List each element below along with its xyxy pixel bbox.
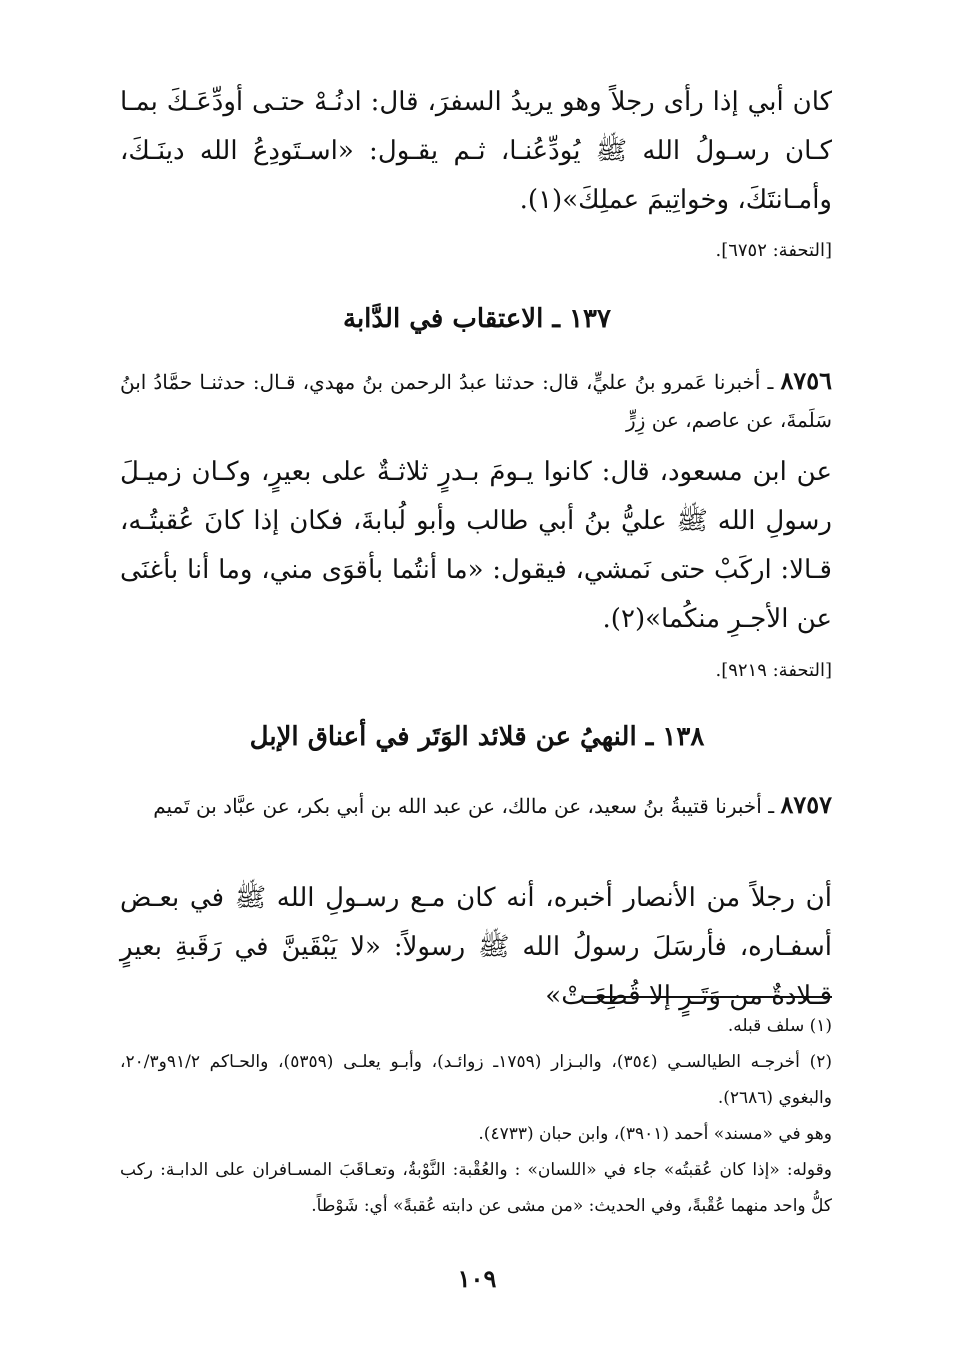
isnad-text: ـ أخبرنا عَمرو بنُ عليٍّ، قال: حدثنا عبدُ الرحمن بنُ مهدي، قـال: حدثنـا حمَّادُ ابنُ سَلَمةَ، عن عاصم، عن زِرٍّ [120,370,832,432]
footnote-2-continuation: وهو في «مسند» أحمد (٣٩٠١)، وابن حبان (٤٧٣٣). [478,1124,832,1144]
isnad-text: ـ أخبرنا قتيبةُ بنُ سعيد، عن مالك، عن عبد الله بن أبي بكر، عن عبَّاد بن تَميم [153,794,781,818]
footnote-2: (٢) أخرجـه الطيالسـي (٣٥٤)، والبـزار (١٧٥٩ـ زوائـد)، وأبـو يعلـى (٥٣٥٩)، والحـاكم ٩١/٢و٢٠/٣، والبغوي (٢٦٨٦). [120,1052,832,1108]
hadith-number: ٨٧٥٦ [780,366,832,395]
chapter-heading-138: ١٣٨ ـ النهيُ عن قلائد الوَتَر في أعناق الإبل [249,722,705,752]
hadith-8757-isnad [120,786,832,825]
hadith-8756-isnad [120,362,832,439]
tuhfa-reference-2: [التحفة: ٩٢١٩]. [715,660,832,681]
hadith-8756-matn: عن ابن مسعود، قال: كانوا يـومَ بـدرٍ ثلاثـةٌ على بعيرٍ، وكـان زميـلَ رسولِ الله ﷺ عليُّ بنُ أبي طالب وأبو لُبابةَ، فكان إذا كانَ عُقبتُـه، قـالا: اركَبْ حتى نَمشي، فيقول: «ما أنتُما بأقوَى مني، وما أنا بأغنَى عن الأجـرِ منكُما»(٢). [120,457,832,634]
footnote-2-explanation: وقوله: «إذا كان عُقبتُه» جاء في «اللسان» : والعُقْبة: النَّوْبةُ، وتعـاقَبَ المسـافران على الدابـة: ركب كلُّ واحد منهما عُقْبةً، وفي الحديث: «من مشى عن دابته عُقبةً» أي: شَوْطاً. [120,1160,832,1216]
page-number: ١٠٩ [457,1264,497,1293]
hadith-8757-matn: أن رجلاً من الأنصار أخبره، أنه كان مـع رسـولِ الله ﷺ في بعـض أسفـاره، فأرسَلَ رسولُ الله ﷺ رسولاً: «لا يَبْقَينَّ في رَقَبةِ بعيرٍ قـلادةٌ من وَتَـرٍ إلا قُطِعَـتْ» [120,883,832,1011]
tuhfa-reference-1: [التحفة: ٦٧٥٢]. [715,240,832,261]
hadith-number: ٨٧٥٧ [780,790,832,819]
chapter-heading-137: ١٣٧ ـ الاعتقاب في الدَّابة [343,304,611,334]
footnotes [120,1008,832,1224]
footnote-separator [584,996,832,998]
footnote-1: (١) سلف قبله. [727,1016,832,1036]
top-paragraph: كان أبي إذا رأى رجلاً وهو يريدُ السفرَ، قال: ادنُـهْ حتـى أودِّعَـكَ بمـا كـان رسـولُ الله ﷺ يُودِّعُنـا، ثـم يقـول: «اسـتَودِعُ الله دينَـكَ، وأمـانتَكَ، وخواتِيمَ عملِكَ»(١). [120,87,832,215]
